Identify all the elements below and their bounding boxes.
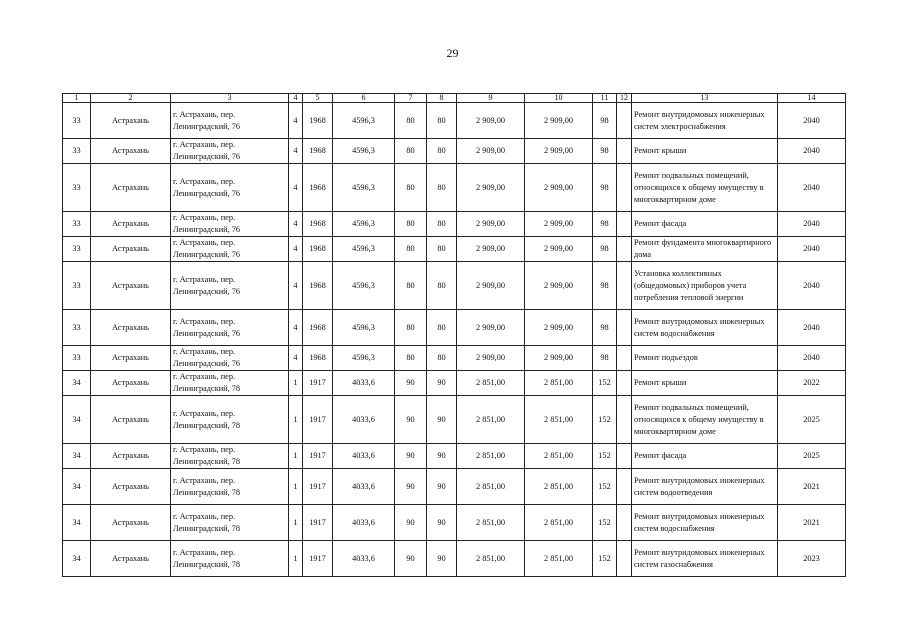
- cell-address: г. Астрахань, пер. Ленинградский, 76: [171, 346, 289, 371]
- cell-cost-9: 2 909,00: [457, 310, 525, 346]
- cell-col-12: [617, 237, 632, 262]
- header-cell-1: 1: [63, 94, 91, 103]
- header-cell-10: 10: [525, 94, 593, 103]
- cell-address: г. Астрахань, пер. Ленинградский, 76: [171, 237, 289, 262]
- header-cell-14: 14: [778, 94, 846, 103]
- cell-city: Астрахань: [91, 371, 171, 396]
- cell-address: г. Астрахань, пер. Ленинградский, 76: [171, 103, 289, 139]
- cell-city: Астрахань: [91, 396, 171, 444]
- header-cell-3: 3: [171, 94, 289, 103]
- cell-cost-9: 2 909,00: [457, 103, 525, 139]
- cell-col-8: 80: [427, 103, 457, 139]
- cell-col-7: 80: [395, 237, 427, 262]
- header-cell-6: 6: [333, 94, 395, 103]
- table-row: [63, 469, 846, 505]
- cell-col-11: 98: [593, 310, 617, 346]
- cell-col-4: 4: [289, 237, 303, 262]
- cell-col-8: 80: [427, 139, 457, 164]
- cell-col-11: 98: [593, 346, 617, 371]
- cell-area: 4596,3: [333, 103, 395, 139]
- cell-year-planned: 2040: [778, 139, 846, 164]
- cell-cost-10: 2 909,00: [525, 262, 593, 310]
- cell-year: 1968: [303, 164, 333, 212]
- cell-work-type: Ремонт внутридомовых инженерных систем водоснабжения: [632, 310, 778, 346]
- header-cell-13: 13: [632, 94, 778, 103]
- cell-col-7: 80: [395, 310, 427, 346]
- cell-year-planned: 2040: [778, 262, 846, 310]
- table-row: [63, 262, 846, 310]
- cell-col-11: 98: [593, 164, 617, 212]
- cell-col-12: [617, 262, 632, 310]
- cell-cost-9: 2 851,00: [457, 396, 525, 444]
- cell-year: 1968: [303, 212, 333, 237]
- cell-col-8: 80: [427, 262, 457, 310]
- header-cell-11: 11: [593, 94, 617, 103]
- table-row: [63, 505, 846, 541]
- cell-year: 1968: [303, 310, 333, 346]
- cell-row-number: 34: [63, 396, 91, 444]
- cell-cost-9: 2 851,00: [457, 469, 525, 505]
- cell-cost-10: 2 909,00: [525, 310, 593, 346]
- cell-row-number: 34: [63, 444, 91, 469]
- cell-area: 4033,6: [333, 469, 395, 505]
- cell-col-4: 4: [289, 262, 303, 310]
- cell-col-8: 90: [427, 396, 457, 444]
- cell-year: 1917: [303, 505, 333, 541]
- cell-year-planned: 2040: [778, 164, 846, 212]
- cell-col-4: 4: [289, 310, 303, 346]
- cell-col-7: 80: [395, 346, 427, 371]
- table-row: [63, 212, 846, 237]
- cell-col-8: 90: [427, 444, 457, 469]
- cell-year-planned: 2040: [778, 212, 846, 237]
- cell-address: г. Астрахань, пер. Ленинградский, 78: [171, 541, 289, 577]
- cell-address: г. Астрахань, пер. Ленинградский, 76: [171, 139, 289, 164]
- cell-col-11: 98: [593, 262, 617, 310]
- cell-year: 1968: [303, 103, 333, 139]
- cell-col-12: [617, 310, 632, 346]
- cell-cost-10: 2 851,00: [525, 444, 593, 469]
- cell-area: 4596,3: [333, 346, 395, 371]
- cell-col-7: 90: [395, 444, 427, 469]
- cell-cost-9: 2 851,00: [457, 371, 525, 396]
- cell-col-11: 98: [593, 103, 617, 139]
- cell-col-12: [617, 212, 632, 237]
- cell-area: 4596,3: [333, 237, 395, 262]
- cell-address: г. Астрахань, пер. Ленинградский, 78: [171, 469, 289, 505]
- cell-work-type: Установка коллективных (общедомовых) приборов учета потребления тепловой энергии: [632, 262, 778, 310]
- table-body: [63, 94, 846, 577]
- cell-col-4: 1: [289, 541, 303, 577]
- table-row: [63, 310, 846, 346]
- cell-col-7: 80: [395, 212, 427, 237]
- cell-col-8: 90: [427, 469, 457, 505]
- cell-address: г. Астрахань, пер. Ленинградский, 78: [171, 371, 289, 396]
- cell-col-7: 90: [395, 505, 427, 541]
- cell-col-12: [617, 371, 632, 396]
- cell-col-4: 1: [289, 505, 303, 541]
- cell-col-8: 80: [427, 212, 457, 237]
- cell-col-8: 90: [427, 505, 457, 541]
- cell-col-11: 152: [593, 541, 617, 577]
- cell-col-11: 152: [593, 396, 617, 444]
- cell-area: 4033,6: [333, 371, 395, 396]
- cell-col-8: 90: [427, 541, 457, 577]
- cell-city: Астрахань: [91, 469, 171, 505]
- cell-year: 1917: [303, 396, 333, 444]
- cell-col-4: 4: [289, 164, 303, 212]
- cell-cost-9: 2 909,00: [457, 346, 525, 371]
- cell-col-12: [617, 396, 632, 444]
- cell-cost-10: 2 909,00: [525, 346, 593, 371]
- cell-col-11: 152: [593, 371, 617, 396]
- header-row: [63, 94, 846, 103]
- cell-row-number: 34: [63, 371, 91, 396]
- cell-cost-10: 2 851,00: [525, 396, 593, 444]
- cell-work-type: Ремонт крыши: [632, 139, 778, 164]
- cell-year: 1917: [303, 371, 333, 396]
- cell-col-8: 80: [427, 237, 457, 262]
- cell-col-8: 80: [427, 346, 457, 371]
- cell-city: Астрахань: [91, 164, 171, 212]
- cell-work-type: Ремонт внутридомовых инженерных систем газоснабжения: [632, 541, 778, 577]
- cell-work-type: Ремонт подвальных помещений, относящихся к общему имуществу в многоквартирном доме: [632, 396, 778, 444]
- cell-year: 1968: [303, 139, 333, 164]
- cell-area: 4596,3: [333, 212, 395, 237]
- cell-year-planned: 2040: [778, 237, 846, 262]
- cell-cost-10: 2 851,00: [525, 505, 593, 541]
- header-cell-5: 5: [303, 94, 333, 103]
- cell-area: 4596,3: [333, 139, 395, 164]
- cell-city: Астрахань: [91, 139, 171, 164]
- cell-area: 4596,3: [333, 310, 395, 346]
- cell-work-type: Ремонт внутридомовых инженерных систем водоснабжения: [632, 505, 778, 541]
- cell-address: г. Астрахань, пер. Ленинградский, 78: [171, 444, 289, 469]
- cell-col-12: [617, 139, 632, 164]
- cell-work-type: Ремонт фасада: [632, 212, 778, 237]
- cell-col-7: 80: [395, 164, 427, 212]
- cell-col-11: 152: [593, 505, 617, 541]
- cell-year-planned: 2023: [778, 541, 846, 577]
- cell-city: Астрахань: [91, 346, 171, 371]
- cell-col-4: 1: [289, 396, 303, 444]
- cell-work-type: Ремонт внутридомовых инженерных систем электроснабжения: [632, 103, 778, 139]
- cell-area: 4596,3: [333, 164, 395, 212]
- cell-city: Астрахань: [91, 444, 171, 469]
- cell-year: 1968: [303, 262, 333, 310]
- table-row: [63, 103, 846, 139]
- cell-city: Астрахань: [91, 237, 171, 262]
- cell-col-7: 90: [395, 371, 427, 396]
- cell-city: Астрахань: [91, 262, 171, 310]
- cell-col-8: 80: [427, 164, 457, 212]
- cell-col-12: [617, 541, 632, 577]
- cell-row-number: 33: [63, 139, 91, 164]
- table-row: [63, 444, 846, 469]
- cell-col-12: [617, 164, 632, 212]
- cell-city: Астрахань: [91, 310, 171, 346]
- cell-col-7: 80: [395, 262, 427, 310]
- cell-row-number: 34: [63, 541, 91, 577]
- cell-col-12: [617, 444, 632, 469]
- cell-col-11: 152: [593, 444, 617, 469]
- cell-address: г. Астрахань, пер. Ленинградский, 76: [171, 262, 289, 310]
- cell-cost-10: 2 909,00: [525, 139, 593, 164]
- cell-col-4: 1: [289, 469, 303, 505]
- table-row: [63, 164, 846, 212]
- cell-col-4: 4: [289, 346, 303, 371]
- cell-cost-10: 2 851,00: [525, 541, 593, 577]
- cell-city: Астрахань: [91, 505, 171, 541]
- header-cell-2: 2: [91, 94, 171, 103]
- cell-cost-10: 2 909,00: [525, 237, 593, 262]
- data-table: [62, 93, 846, 577]
- cell-year-planned: 2025: [778, 396, 846, 444]
- cell-city: Астрахань: [91, 103, 171, 139]
- cell-area: 4033,6: [333, 505, 395, 541]
- table-row: [63, 541, 846, 577]
- cell-row-number: 33: [63, 164, 91, 212]
- cell-cost-10: 2 909,00: [525, 103, 593, 139]
- cell-row-number: 33: [63, 310, 91, 346]
- header-cell-7: 7: [395, 94, 427, 103]
- cell-year: 1917: [303, 469, 333, 505]
- cell-year-planned: 2040: [778, 346, 846, 371]
- cell-cost-9: 2 909,00: [457, 262, 525, 310]
- table-row: [63, 371, 846, 396]
- cell-cost-10: 2 909,00: [525, 212, 593, 237]
- cell-cost-10: 2 851,00: [525, 469, 593, 505]
- cell-year: 1968: [303, 237, 333, 262]
- cell-year: 1917: [303, 444, 333, 469]
- cell-cost-9: 2 909,00: [457, 212, 525, 237]
- cell-col-7: 90: [395, 469, 427, 505]
- cell-col-12: [617, 103, 632, 139]
- cell-area: 4033,6: [333, 541, 395, 577]
- cell-work-type: Ремонт крыши: [632, 371, 778, 396]
- cell-address: г. Астрахань, пер. Ленинградский, 76: [171, 164, 289, 212]
- cell-row-number: 34: [63, 469, 91, 505]
- cell-area: 4033,6: [333, 396, 395, 444]
- cell-row-number: 33: [63, 103, 91, 139]
- cell-address: г. Астрахань, пер. Ленинградский, 78: [171, 505, 289, 541]
- cell-cost-9: 2 909,00: [457, 237, 525, 262]
- cell-row-number: 34: [63, 505, 91, 541]
- table-row: [63, 139, 846, 164]
- cell-work-type: Ремонт внутридомовых инженерных систем водоотведения: [632, 469, 778, 505]
- cell-row-number: 33: [63, 212, 91, 237]
- cell-col-4: 4: [289, 212, 303, 237]
- cell-col-4: 4: [289, 103, 303, 139]
- header-cell-12: 12: [617, 94, 632, 103]
- cell-work-type: Ремонт подвальных помещений, относящихся к общему имуществу в многоквартирном доме: [632, 164, 778, 212]
- cell-address: г. Астрахань, пер. Ленинградский, 76: [171, 212, 289, 237]
- cell-year-planned: 2021: [778, 469, 846, 505]
- cell-city: Астрахань: [91, 212, 171, 237]
- cell-year: 1968: [303, 346, 333, 371]
- cell-row-number: 33: [63, 346, 91, 371]
- cell-col-11: 152: [593, 469, 617, 505]
- cell-area: 4033,6: [333, 444, 395, 469]
- header-cell-4: 4: [289, 94, 303, 103]
- cell-col-8: 90: [427, 371, 457, 396]
- cell-col-7: 80: [395, 103, 427, 139]
- cell-cost-10: 2 851,00: [525, 371, 593, 396]
- cell-work-type: Ремонт фасада: [632, 444, 778, 469]
- cell-col-7: 90: [395, 396, 427, 444]
- cell-year: 1917: [303, 541, 333, 577]
- cell-col-4: 4: [289, 139, 303, 164]
- cell-row-number: 33: [63, 237, 91, 262]
- header-cell-9: 9: [457, 94, 525, 103]
- cell-cost-9: 2 851,00: [457, 505, 525, 541]
- cell-cost-9: 2 851,00: [457, 541, 525, 577]
- cell-col-12: [617, 469, 632, 505]
- table-row: [63, 346, 846, 371]
- cell-col-11: 98: [593, 212, 617, 237]
- cell-year-planned: 2025: [778, 444, 846, 469]
- table-row: [63, 237, 846, 262]
- cell-address: г. Астрахань, пер. Ленинградский, 76: [171, 310, 289, 346]
- cell-cost-9: 2 909,00: [457, 164, 525, 212]
- cell-cost-9: 2 851,00: [457, 444, 525, 469]
- cell-area: 4596,3: [333, 262, 395, 310]
- cell-col-11: 98: [593, 237, 617, 262]
- cell-city: Астрахань: [91, 541, 171, 577]
- cell-col-11: 98: [593, 139, 617, 164]
- cell-cost-9: 2 909,00: [457, 139, 525, 164]
- cell-col-12: [617, 505, 632, 541]
- cell-col-4: 1: [289, 444, 303, 469]
- cell-year-planned: 2040: [778, 310, 846, 346]
- cell-row-number: 33: [63, 262, 91, 310]
- cell-col-4: 1: [289, 371, 303, 396]
- cell-address: г. Астрахань, пер. Ленинградский, 78: [171, 396, 289, 444]
- cell-col-8: 80: [427, 310, 457, 346]
- cell-year-planned: 2022: [778, 371, 846, 396]
- page-number: 29: [446, 46, 459, 60]
- cell-cost-10: 2 909,00: [525, 164, 593, 212]
- header-cell-8: 8: [427, 94, 457, 103]
- cell-work-type: Ремонт фундамента многоквартирного дома: [632, 237, 778, 262]
- cell-year-planned: 2040: [778, 103, 846, 139]
- cell-year-planned: 2021: [778, 505, 846, 541]
- cell-col-12: [617, 346, 632, 371]
- cell-col-7: 80: [395, 139, 427, 164]
- cell-work-type: Ремонт подъездов: [632, 346, 778, 371]
- cell-col-7: 90: [395, 541, 427, 577]
- table-row: [63, 396, 846, 444]
